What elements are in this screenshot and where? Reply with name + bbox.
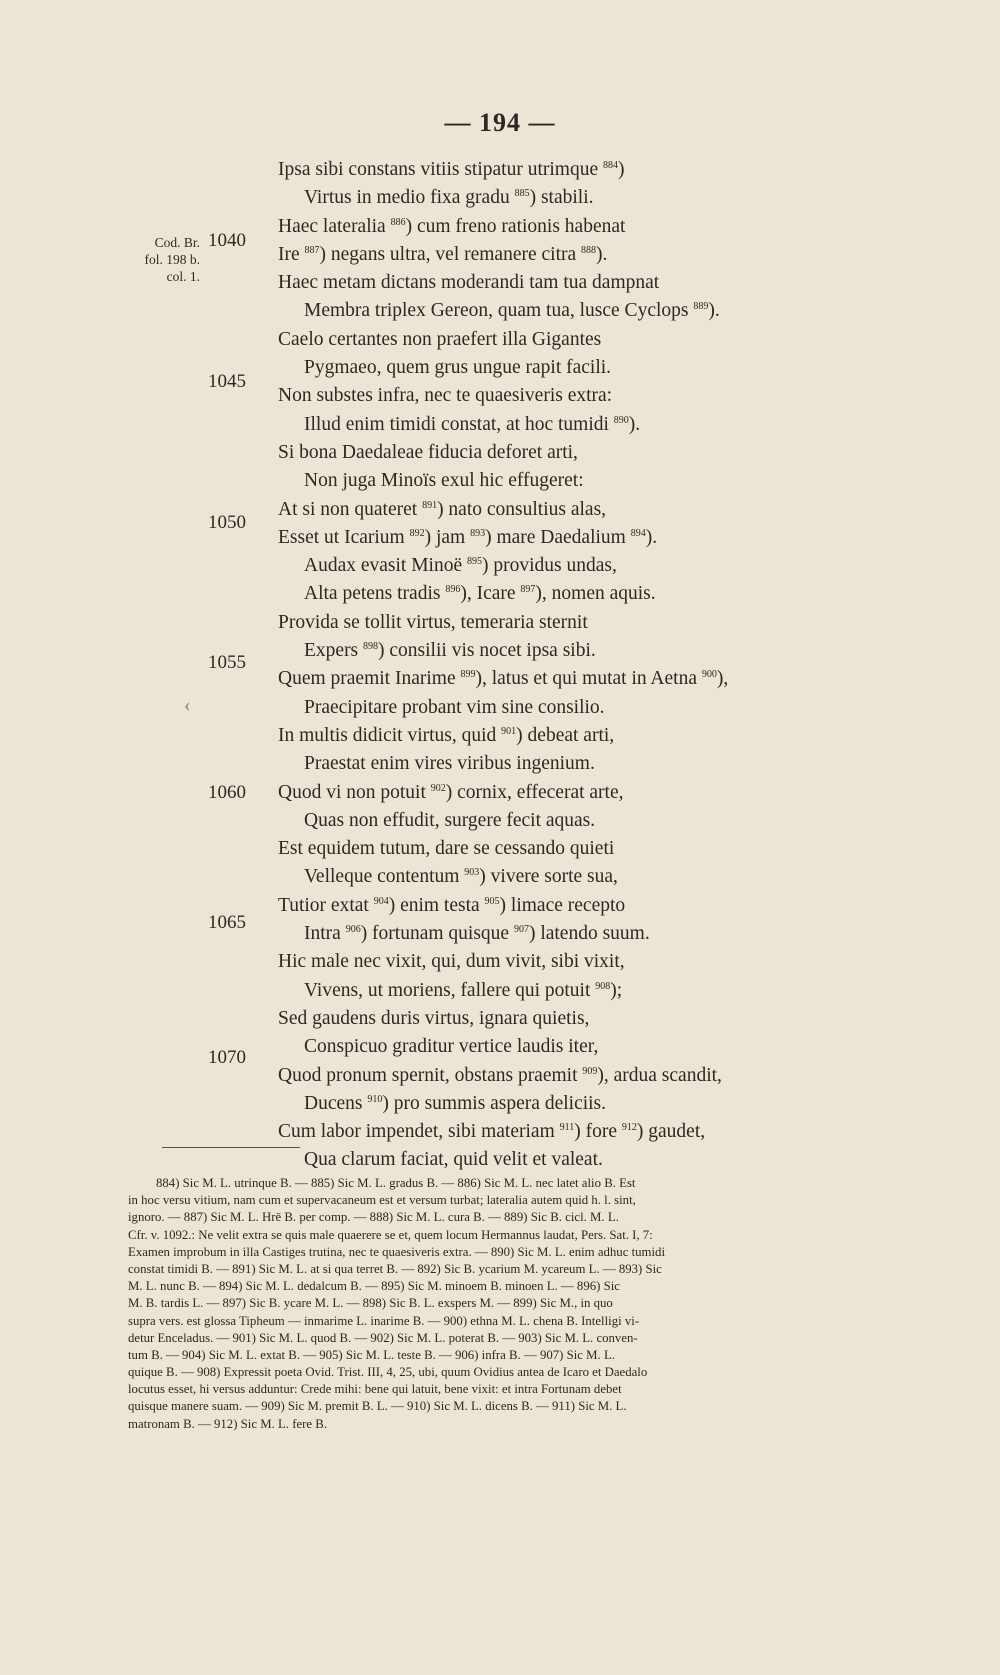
verse-text: Provida se tollit virtus, temeraria sternit xyxy=(278,611,588,633)
verse-line xyxy=(278,892,918,920)
codex-reference xyxy=(120,234,200,285)
verse-text: Illud enim timidi constat, at hoc tumidi xyxy=(304,413,614,435)
footnotes xyxy=(128,1175,964,1433)
verse-line xyxy=(278,835,918,863)
footnote-ref: 909 xyxy=(582,1065,598,1077)
verse-text: Praecipitare probant vim sine consilio. xyxy=(304,696,605,718)
verse-text: Cum labor impendet, sibi materiam xyxy=(278,1121,560,1143)
verse-text: ). xyxy=(628,413,641,435)
verse-text: ), xyxy=(716,668,729,690)
verse-text: At si non quateret xyxy=(278,498,423,520)
verse-text: Sed gaudens duris virtus, ignara quietis, xyxy=(278,1007,590,1029)
footnote-ref: 908 xyxy=(595,980,611,992)
codex-reference-line: fol. 198 b. xyxy=(144,252,200,267)
footnote-ref: 906 xyxy=(345,924,361,936)
verse-text: Non substes infra, nec te quaesiveris extra: xyxy=(278,385,613,407)
verse-line xyxy=(278,552,918,580)
verse-text: ) jam xyxy=(424,526,471,548)
footnote-ref: 895 xyxy=(467,556,483,568)
verse-text: Velleque contentum xyxy=(304,866,465,888)
verse-text: Quas non effudit, surgere fecit aquas. xyxy=(304,809,596,831)
verse-line xyxy=(278,807,918,835)
verse-line xyxy=(278,1033,918,1061)
verse-text: Ducens xyxy=(304,1092,368,1114)
verse-text: ) fore xyxy=(574,1121,622,1143)
verse-line xyxy=(278,184,918,212)
verse-text: ) gaudet, xyxy=(636,1121,706,1143)
footnote-ref: 892 xyxy=(409,527,425,539)
footnote-line: ignoro. — 887) Sic M. L. Hrē B. per comp. — 888) Sic M. L. cura B. — 889) Sic B. cicl. M. L. xyxy=(128,1210,619,1225)
line-number: 1050 xyxy=(208,512,246,533)
footnote-line: quique B. — 908) Expressit poeta Ovid. Trist. III, 4, 25, ubi, quum Ovidius antea de Icaro et Daedalo xyxy=(128,1365,648,1380)
verse-text: Ire xyxy=(278,243,305,265)
verse-line xyxy=(278,750,918,778)
verse-line xyxy=(278,1062,918,1090)
footnote-line: in hoc versu vitium, nam cum et supervacaneum est et versum turbat; lateralia autem quid h. l. sint, xyxy=(128,1193,636,1208)
codex-reference-line: col. 1. xyxy=(166,269,200,284)
footnote-line: detur Enceladus. — 901) Sic M. L. quod B. — 902) Sic M. L. poterat B. — 903) Sic M. L. conven- xyxy=(128,1330,638,1345)
verse-text: Quod pronum spernit, obstans praemit xyxy=(278,1064,583,1086)
footnote-line: 884) Sic M. L. utrinque B. — 885) Sic M. L. gradus B. — 886) Sic M. L. nec latet alio B. Est xyxy=(156,1176,636,1190)
footnote-line: Cfr. v. 1092.: Ne velit extra se quis male quaerere se et, quem locum Hermannus laudat, Pers. Sat. I, 7: xyxy=(128,1227,653,1242)
verse-block xyxy=(278,156,918,1175)
verse-line xyxy=(278,1005,918,1033)
verse-text: ) debeat arti, xyxy=(516,724,615,746)
footnote-ref: 901 xyxy=(501,725,517,737)
verse-text: Tutior extat xyxy=(278,894,374,916)
verse-line xyxy=(278,722,918,750)
verse-line xyxy=(278,609,918,637)
verse-line xyxy=(278,694,918,722)
verse-text: ), latus et qui mutat in Aetna xyxy=(475,668,702,690)
verse-text: ); xyxy=(610,979,623,1001)
verse-text: Praestat enim vires viribus ingenium. xyxy=(304,753,595,775)
footnote-ref: 885 xyxy=(514,188,530,200)
verse-text: ) latendo suum. xyxy=(528,923,650,945)
verse-text: Vivens, ut moriens, fallere qui potuit xyxy=(304,979,596,1001)
verse-line xyxy=(278,977,918,1005)
verse-line xyxy=(278,1090,918,1118)
verse-line xyxy=(278,948,918,976)
verse-text: Haec metam dictans moderandi tam tua dampnat xyxy=(278,272,660,294)
footnote-line: locutus esset, hi versus adduntur: Crede mihi: bene qui latuit, bene vixit: et intra Fortunam debet xyxy=(128,1382,622,1397)
footnote-ref: 905 xyxy=(484,895,500,907)
footnote-line: M. L. nunc B. — 894) Sic M. L. dedalcum B. — 895) Sic M. minoem B. minoen L. — 896) Sic xyxy=(128,1279,620,1294)
verse-line xyxy=(278,439,918,467)
footnote-ref: 890 xyxy=(613,414,629,426)
verse-text: Hic male nec vixit, qui, dum vivit, sibi vixit, xyxy=(278,951,625,973)
verse-text: ) limace recepto xyxy=(499,894,626,916)
line-number: 1045 xyxy=(208,371,246,392)
footnote-line: constat timidi B. — 891) Sic M. L. at si qua terret B. — 892) Sic B. ycarium M. ycareum L. — 893) Sic xyxy=(128,1261,662,1276)
verse-text: ) cum freno rationis habenat xyxy=(405,215,626,237)
line-number: 1055 xyxy=(208,652,246,673)
verse-text: In multis didicit virtus, quid xyxy=(278,724,502,746)
verse-line xyxy=(278,1118,918,1146)
verse-line xyxy=(278,354,918,382)
verse-text: Membra triplex Gereon, quam tua, lusce Cyclops xyxy=(304,300,694,322)
footnote-ref: 889 xyxy=(693,301,709,313)
footnote-ref: 910 xyxy=(367,1093,383,1105)
footnote-ref: 884 xyxy=(602,160,618,171)
verse-line xyxy=(278,411,918,439)
footnote-ref: 887 xyxy=(304,244,320,256)
verse-line xyxy=(278,863,918,891)
verse-text: Est equidem tutum, dare se cessando quieti xyxy=(278,838,615,860)
verse-text: ). xyxy=(645,526,658,548)
verse-line xyxy=(278,920,918,948)
verse-line xyxy=(278,297,918,325)
verse-text: ). xyxy=(708,300,720,322)
verse-text: Quem praemit Inarime xyxy=(278,668,461,690)
verse-line xyxy=(278,637,918,665)
verse-text: ). xyxy=(596,243,608,265)
verse-text: ) nato consultius alas, xyxy=(437,498,607,520)
verse-line xyxy=(278,496,918,524)
verse-line xyxy=(278,156,918,184)
verse-text: Pygmaeo, quem grus ungue rapit facili. xyxy=(304,357,612,379)
line-number: 1065 xyxy=(208,912,246,933)
footnote-ref: 907 xyxy=(513,924,529,936)
footnote-line: tum B. — 904) Sic M. L. extat B. — 905) Sic M. L. teste B. — 906) infra B. — 907) Sic M. L. xyxy=(128,1347,615,1362)
footnote-ref: 900 xyxy=(701,669,717,681)
footnote-ref: 888 xyxy=(581,244,597,256)
verse-line xyxy=(278,580,918,608)
line-number: 1040 xyxy=(208,230,246,251)
verse-text: ) enim testa xyxy=(388,894,485,916)
verse-line xyxy=(278,382,918,410)
verse-line xyxy=(278,467,918,495)
footnote-ref: 899 xyxy=(460,669,476,681)
line-number: 1070 xyxy=(208,1047,246,1068)
verse-text: Conspicuo graditur vertice laudis iter, xyxy=(304,1036,599,1058)
verse-text: Virtus in medio fixa gradu xyxy=(304,187,515,209)
verse-text: Haec lateralia xyxy=(278,215,391,237)
verse-line xyxy=(278,1146,918,1174)
page-number: — 194 — xyxy=(444,108,556,137)
verse-text: ) fortunam quisque xyxy=(360,923,514,945)
footnote-ref: 893 xyxy=(470,527,486,539)
footnote-ref: 894 xyxy=(630,527,646,539)
verse-text: ) cornix, effecerat arte, xyxy=(445,781,624,803)
verse-text: ) xyxy=(617,159,625,180)
verse-text: ) vivere sorte sua, xyxy=(479,866,618,888)
verse-text: ) consilii vis nocet ipsa sibi. xyxy=(378,640,596,662)
footnote-ref: 912 xyxy=(621,1122,637,1134)
verse-text: Esset ut Icarium xyxy=(278,526,410,548)
footnote-ref: 886 xyxy=(390,216,406,228)
line-number: 1060 xyxy=(208,782,246,803)
footnote-line: Examen improbum in illa Castiges trutina, nec te quaesiveris extra. — 890) Sic M. L. enim adhuc tumidi xyxy=(128,1244,665,1259)
verse-line xyxy=(278,213,918,241)
verse-text: ) providus undas, xyxy=(482,555,617,577)
verse-text: ) pro summis aspera deliciis. xyxy=(382,1092,607,1114)
verse-text: Non juga Minoïs exul hic effugeret: xyxy=(304,470,584,492)
verse-text: Alta petens tradis xyxy=(304,583,446,605)
footnote-ref: 902 xyxy=(430,782,446,794)
footnote-ref: 896 xyxy=(445,584,461,596)
verse-text: Si bona Daedaleae fiducia deforet arti, xyxy=(278,441,578,463)
verse-line xyxy=(278,779,918,807)
codex-reference-line: Cod. Br. xyxy=(154,235,200,250)
footnote-line: quisque manere suam. — 909) Sic M. premit B. L. — 910) Sic M. L. dicens B. — 911) Sic M. L. xyxy=(128,1399,627,1414)
verse-text: Quod vi non potuit xyxy=(278,781,431,803)
verse-line xyxy=(278,524,918,552)
footnote-ref: 898 xyxy=(363,641,379,653)
verse-text: ), ardua scandit, xyxy=(597,1064,722,1086)
verse-line xyxy=(278,269,918,297)
verse-text: Audax evasit Minoë xyxy=(304,555,468,577)
footnote-ref: 897 xyxy=(520,584,536,596)
verse-text: ), nomen aquis. xyxy=(535,583,656,605)
footnote-ref: 891 xyxy=(422,499,438,511)
verse-text: ) negans ultra, vel remanere citra xyxy=(319,243,582,265)
footnote-ref: 903 xyxy=(464,867,480,879)
verse-text: Caelo certantes non praefert illa Gigantes xyxy=(278,328,602,350)
verse-line xyxy=(278,241,918,269)
margin-mark: ‹ xyxy=(184,694,191,716)
verse-text: ), Icare xyxy=(460,583,521,605)
verse-text: ) stabili. xyxy=(529,187,594,209)
verse-text: Qua clarum faciat, quid velit et valeat. xyxy=(304,1149,603,1171)
footnote-line: supra vers. est glossa Tipheum — inmarime L. inarime B. — 900) ethna M. L. chena B. Intelligi vi- xyxy=(128,1313,640,1328)
footnote-rule xyxy=(162,1147,300,1148)
verse-text: Expers xyxy=(304,640,364,662)
verse-line xyxy=(278,326,918,354)
verse-text: ) mare Daedalium xyxy=(485,526,631,548)
footnote-ref: 904 xyxy=(373,895,389,907)
footnote-line: matronam B. — 912) Sic M. L. fere B. xyxy=(128,1416,328,1431)
footnote-line: M. B. tardis L. — 897) Sic B. ycare M. L. — 898) Sic B. L. exspers M. — 899) Sic M., in quo xyxy=(128,1296,613,1311)
verse-line xyxy=(278,665,918,693)
verse-text: Intra xyxy=(304,923,346,945)
verse-text: Ipsa sibi constans vitiis stipatur utrimque xyxy=(278,159,603,180)
footnote-ref: 911 xyxy=(559,1122,575,1134)
